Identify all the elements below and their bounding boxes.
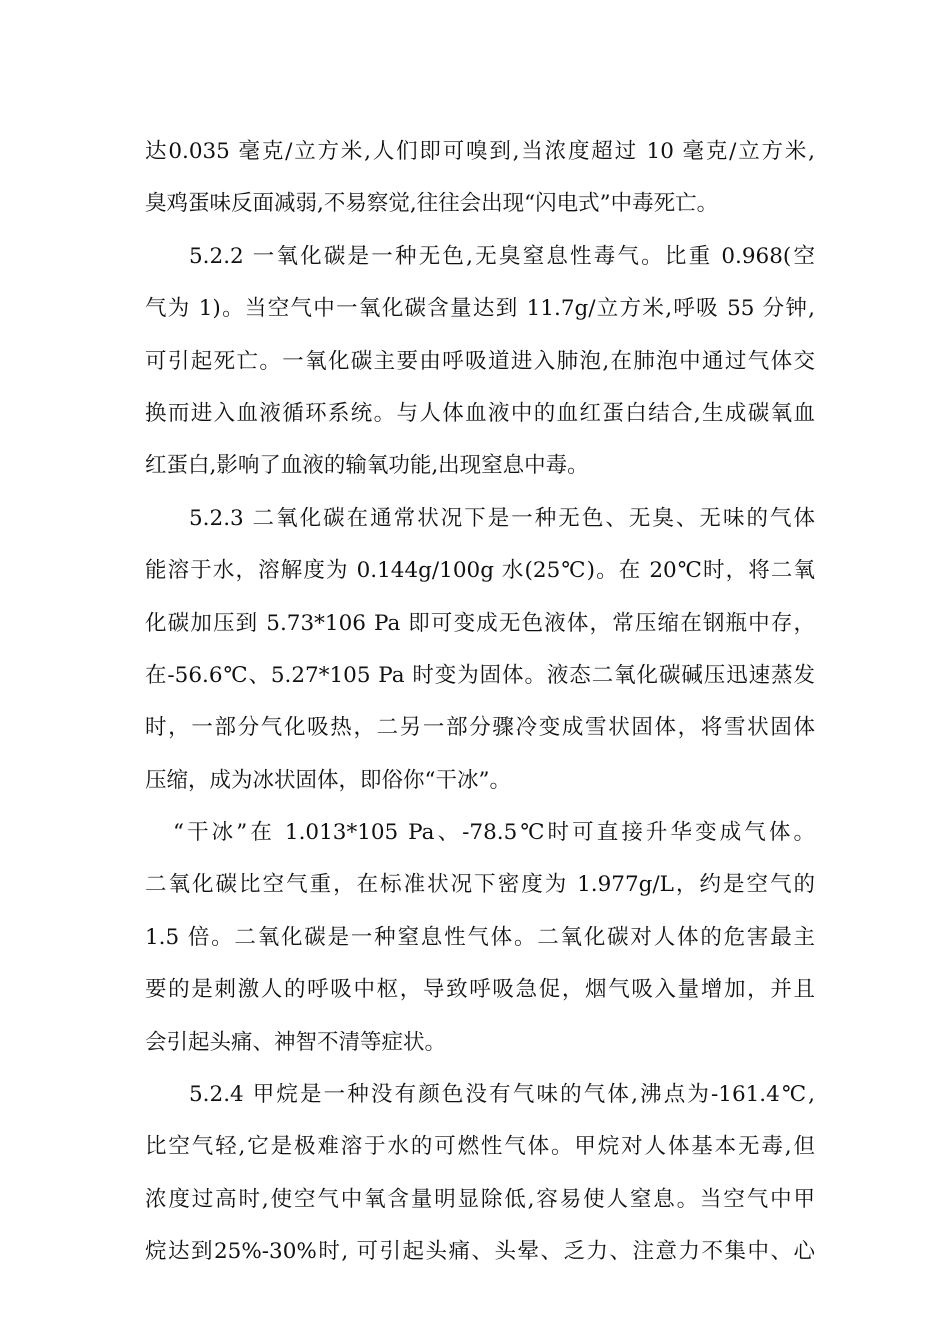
text-line: 达0.035 毫克/立方米,人们即可嗅到,当浓度超过 10 毫克/立方米, xyxy=(145,139,815,164)
text-line: 压缩，成为冰状固体，即俗你“干冰”。 xyxy=(145,767,511,793)
text-line: 能溶于水，溶解度为 0.144g/100g 水(25℃)。在 20℃时，将二氧 xyxy=(145,558,815,584)
paragraph-5-2-4-first-line: 5.2.4 甲烷是一种没有颜色没有气味的气体,沸点为-161.4℃, xyxy=(189,1082,815,1108)
paragraph-dry-ice-first-line: “干冰”在 1.013*105 Pa、-78.5℃时可直接升华变成气体。 xyxy=(173,820,815,846)
text-line: 化碳加压到 5.73*106 Pa 即可变成无色液体，常压缩在钢瓶中存， xyxy=(145,610,815,636)
text-line: 会引起头痛、神智不清等症状。 xyxy=(145,1029,447,1055)
text-line: 烷达到25%-30%时, 可引起头痛、头晕、乏力、注意力不集中、心 xyxy=(145,1239,815,1265)
text-line: 换而进入血液循环系统。与人体血液中的血红蛋白结合,生成碳氧血 xyxy=(145,400,815,426)
paragraph-5-2-3-first-line: 5.2.3 二氧化碳在通常状况下是一种无色、无臭、无味的气体 xyxy=(189,505,815,531)
paragraph-5-2-2-first-line: 5.2.2 一氧化碳是一种无色,无臭窒息性毒气。比重 0.968(空 xyxy=(189,243,815,269)
body-text xyxy=(145,126,815,1279)
text-line: 要的是刺激人的呼吸中枢，导致呼吸急促，烟气吸入量增加，并且 xyxy=(145,977,815,1003)
text-line: 1.5 倍。二氧化碳是一种窒息性气体。二氧化碳对人体的危害最主 xyxy=(145,924,815,950)
text-line: 时，一部分气化吸热，二另一部分骤冷变成雪状固体，将雪状固体 xyxy=(145,715,815,741)
text-line: 比空气轻,它是极难溶于水的可燃性气体。甲烷对人体基本无毒,但 xyxy=(145,1134,815,1160)
text-line: 气为 1)。当空气中一氧化碳含量达到 11.7g/立方米,呼吸 55 分钟, xyxy=(145,296,815,322)
text-line: 在-56.6℃、5.27*105 Pa 时变为固体。液态二氧化碳碱压迅速蒸发 xyxy=(145,662,815,688)
text-line: 浓度过高时,使空气中氧含量明显除低,容易使人窒息。当空气中甲 xyxy=(145,1186,815,1212)
text-line: 可引起死亡。一氧化碳主要由呼吸道进入肺泡,在肺泡中通过气体交 xyxy=(145,348,815,374)
text-line: 二氧化碳比空气重，在标准状况下密度为 1.977g/L，约是空气的 xyxy=(145,872,815,898)
text-line: 红蛋白,影响了血液的输氧功能,出现窒息中毒。 xyxy=(145,453,589,479)
text-line: 臭鸡蛋味反面减弱,不易察觉,往往会出现“闪电式”中毒死亡。 xyxy=(145,191,719,217)
